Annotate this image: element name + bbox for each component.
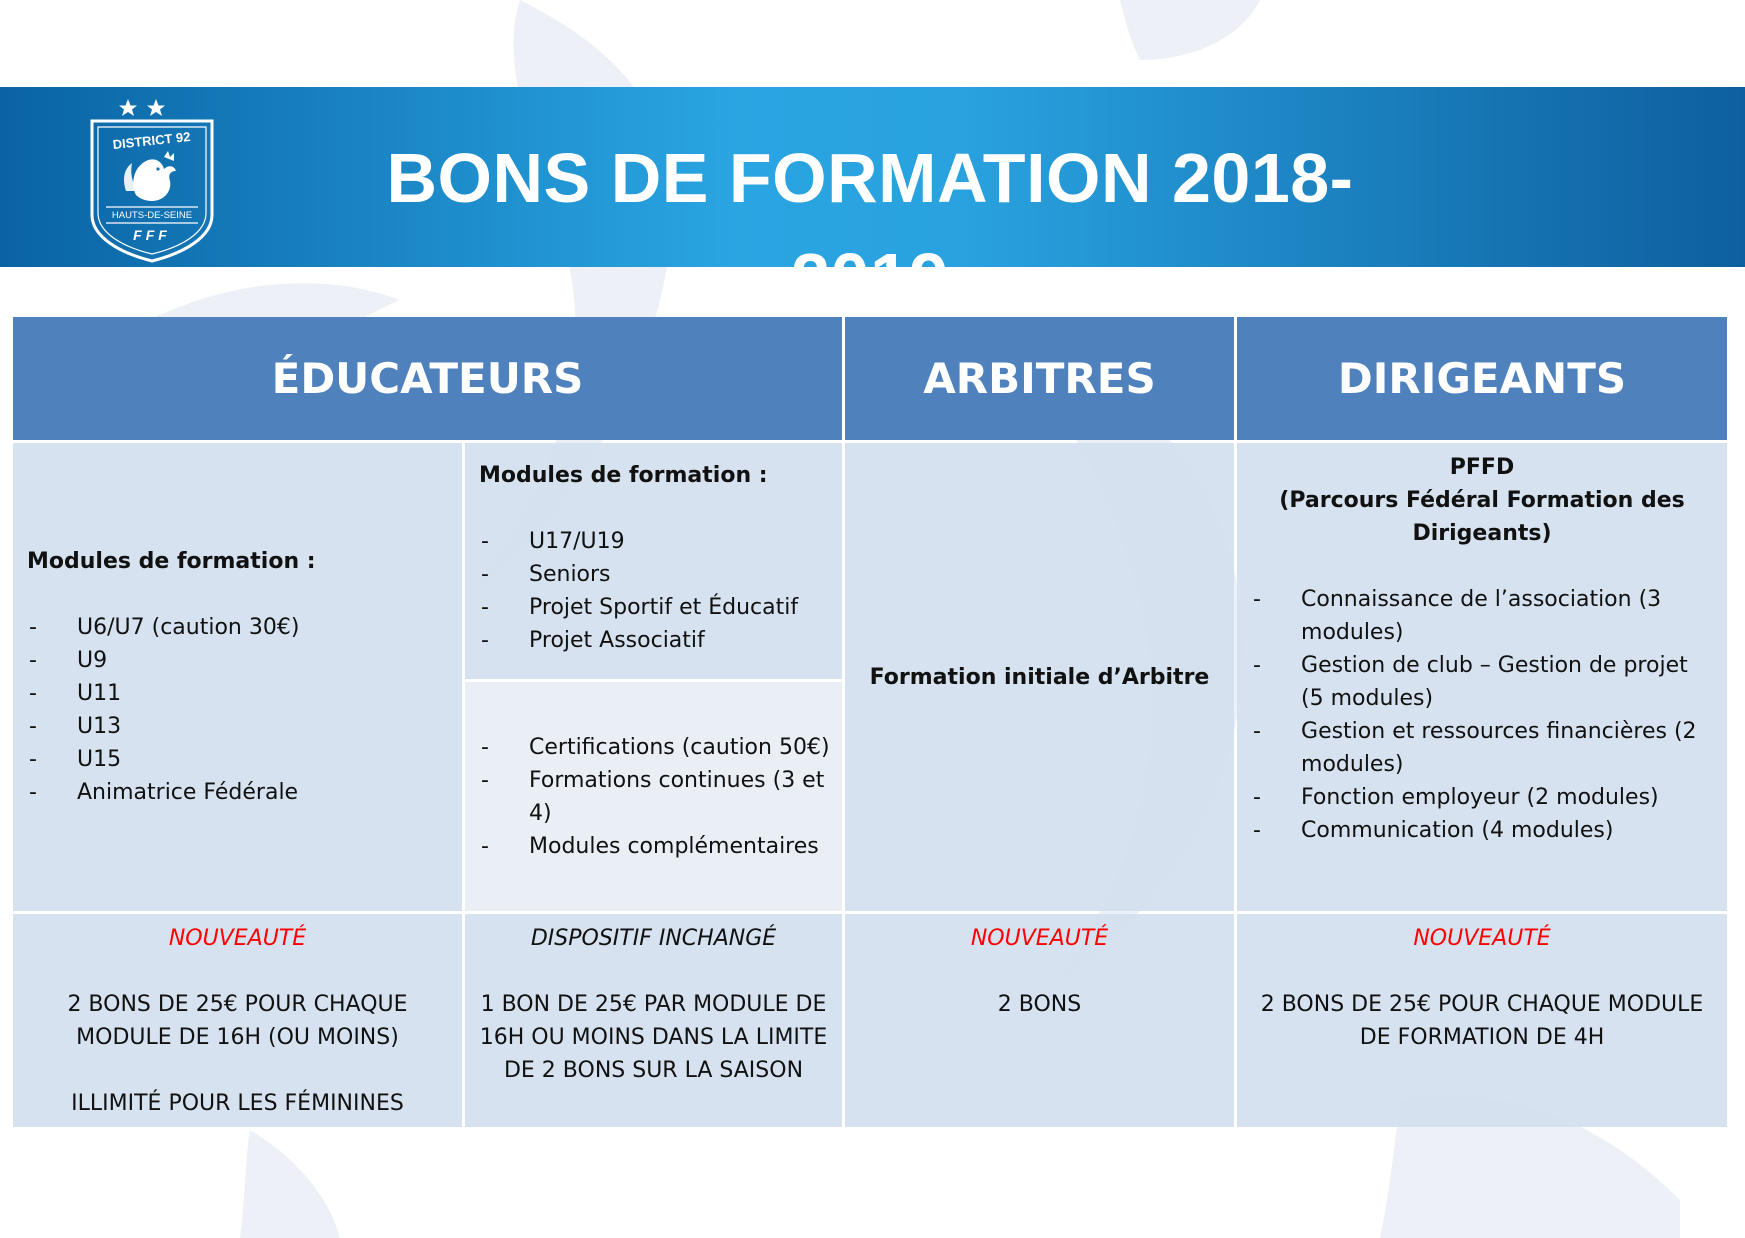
status-badge: NOUVEAUTÉ	[970, 926, 1109, 951]
bons-dirigeants	[1237, 914, 1727, 1127]
educateurs-modules-right-bottom	[465, 682, 842, 911]
educateurs-left-title: Modules de formation :	[27, 549, 316, 574]
arbitres-formation-text: Formation initiale d’Arbitre	[869, 664, 1210, 690]
stars-icon	[119, 99, 165, 116]
content-row-1	[13, 443, 1727, 679]
educateurs-right-title: Modules de formation :	[479, 463, 768, 488]
bons-description: 2 BONS DE 25€ POUR CHAQUE MODULE DE 16H (OU MOINS)	[67, 992, 408, 1050]
list-item: - Modules complémentaires	[479, 830, 830, 863]
dirigeants-subtitle: (Parcours Fédéral Formation des Dirigeants)	[1279, 488, 1685, 546]
list-item: - Projet Associatif	[479, 624, 830, 657]
status-badge: NOUVEAUTÉ	[1413, 926, 1551, 951]
logo-fff-text: FFF	[133, 227, 171, 243]
list-item: - U17/U19	[479, 525, 830, 558]
dirigeants-title: PFFD	[1449, 455, 1515, 480]
district-92-fff-logo	[84, 95, 220, 263]
bons-educateurs-right	[465, 914, 842, 1127]
bons-description: 2 BONS DE 25€ POUR CHAQUE MODULE DE FORMATION DE 4H	[1260, 992, 1704, 1050]
status-badge: DISPOSITIF INCHANGÉ	[530, 926, 777, 951]
header-educateurs: ÉDUCATEURS	[13, 317, 842, 440]
educateurs-modules-left	[13, 443, 462, 911]
arbitres-content	[845, 443, 1234, 911]
logo-bottom-text: HAUTS-DE-SEINE	[111, 210, 193, 221]
dirigeants-list	[1251, 583, 1713, 847]
page-title: BONS DE FORMATION 2018-2019	[386, 139, 1354, 317]
formation-table	[10, 314, 1730, 1130]
rooster-icon	[124, 151, 176, 201]
bons-description: 2 BONS	[997, 992, 1082, 1017]
logo-top-text: DISTRICT 92	[111, 128, 192, 153]
educateurs-right-bottom-list	[479, 731, 830, 863]
list-item: - U13	[27, 710, 450, 743]
list-item: - U15	[27, 743, 450, 776]
list-item: - Gestion et ressources financières (2 modules)	[1251, 715, 1713, 781]
educateurs-left-list	[27, 611, 450, 809]
list-item: - Projet Sportif et Éducatif	[479, 591, 830, 624]
bons-educateurs-left	[13, 914, 462, 1127]
list-item: - Fonction employeur (2 modules)	[1251, 781, 1713, 814]
list-item: - Seniors	[479, 558, 830, 591]
list-item: - U9	[27, 644, 450, 677]
bons-feminines-note: ILLIMITÉ POUR LES FÉMININES	[71, 1091, 404, 1116]
list-item: - Connaissance de l’association (3 modules)	[1251, 583, 1713, 649]
bons-row	[13, 914, 1727, 1127]
header-dirigeants: DIRIGEANTS	[1237, 317, 1727, 440]
list-item: - Gestion de club – Gestion de projet (5 modules)	[1251, 649, 1713, 715]
bons-description: 1 BON DE 25€ PAR MODULE DE 16H OU MOINS DANS LA LIMITE DE 2 BONS SUR LA SAISON	[479, 992, 828, 1083]
bons-arbitres	[845, 914, 1234, 1127]
header-row	[13, 317, 1727, 440]
list-item: - Formations continues (3 et 4)	[479, 764, 830, 830]
header-arbitres: ARBITRES	[845, 317, 1234, 440]
list-item: - U11	[27, 677, 450, 710]
list-item: - Certifications (caution 50€)	[479, 731, 830, 764]
educateurs-right-top-list	[479, 525, 830, 657]
list-item: - U6/U7 (caution 30€)	[27, 611, 450, 644]
list-item: - Animatrice Fédérale	[27, 776, 450, 809]
dirigeants-content	[1237, 443, 1727, 911]
status-badge: NOUVEAUTÉ	[168, 926, 307, 951]
educateurs-modules-right-top	[465, 443, 842, 679]
list-item: - Communication (4 modules)	[1251, 814, 1713, 847]
